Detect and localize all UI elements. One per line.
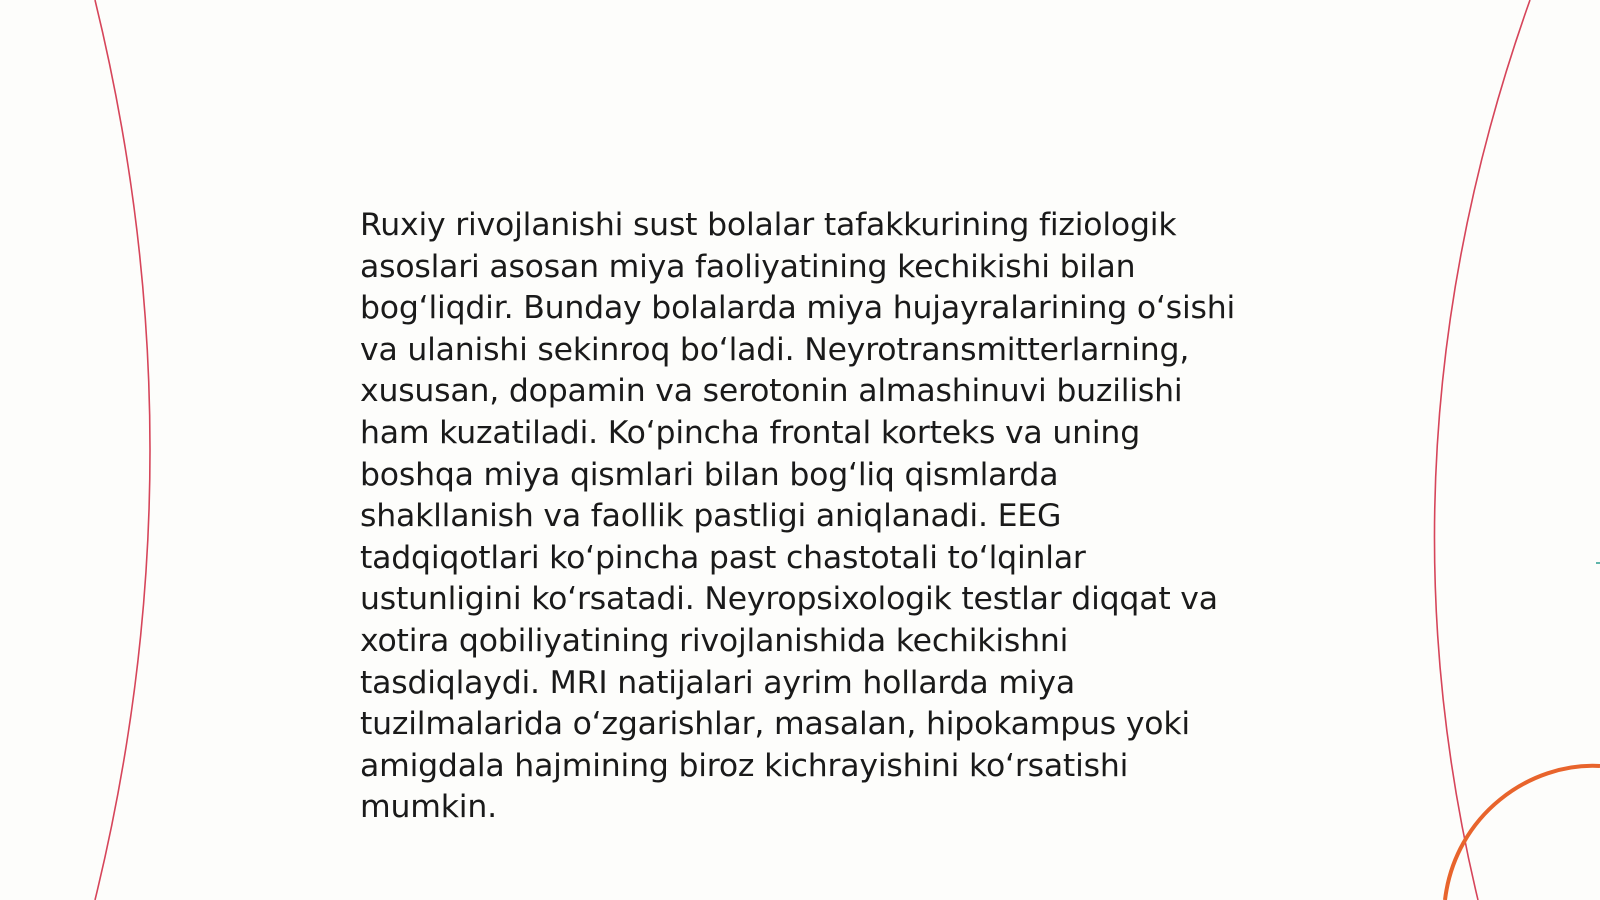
- right-curve-line: [1434, 0, 1530, 900]
- body-paragraph: Ruxiy rivojlanishi sust bolalar tafakkurining fiziologik asoslari asosan miya faoliyatining kechikishi bilan bog‘liqdir. Bunday bolalarda miya hujayralarining o‘sishi va ulanishi sekinroq bo‘ladi. Neyrotransmitterlarning, xususan, dopamin va serotonin almashinuvi buzilishi ham kuzatiladi. Ko‘pincha frontal korteks va uning boshqa miya qismlari bilan bog‘liq qismlarda shakllanish va faollik pastligi aniqlanadi. EEG tadqiqotlari ko‘pincha past chastotali to‘lqinlar ustunligini ko‘rsatadi. Neyropsixologik testlar diqqat va xotira qobiliyatining rivojlanishida kechikishni tasdiqlaydi. MRI natijalari ayrim hollarda miya tuzilmalarida o‘zgarishlar, masalan, hipokampus yoki amigdala hajmining biroz kichrayishini ko‘rsatishi mumkin.: [360, 207, 1236, 826]
- orange-accent-arc: [1445, 766, 1600, 900]
- left-curve-line: [95, 0, 150, 900]
